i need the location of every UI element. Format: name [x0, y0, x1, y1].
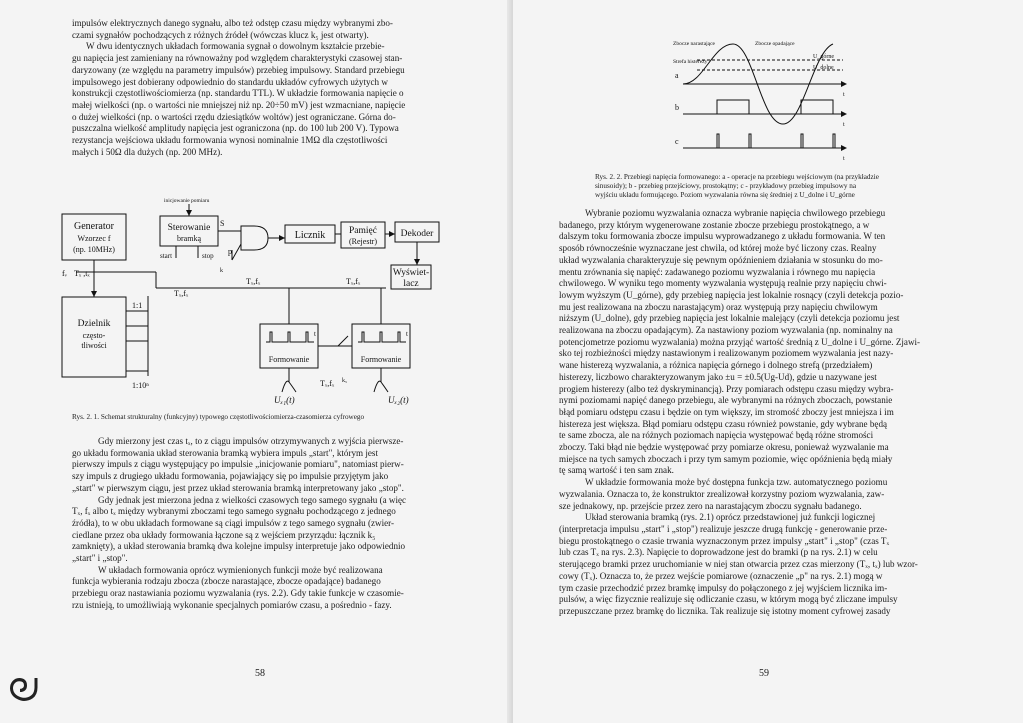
text-line: daryzowany (ze względu na parametry impulsów) przebieg impulsowy. Standard przebiegu [72, 64, 405, 75]
text-line: Tₓ, fₓ albo tₓ między wybranymi zboczami tego samego sygnału pochodzącego z jednego [72, 506, 396, 517]
label-a: a [675, 71, 679, 80]
tx-fx-label: Tₓ,fₓ [320, 379, 335, 388]
text-line: pierwszy impuls z ciągu występujący po impulsie „inicjowanie pomiaru", natomiast pierw- [72, 459, 404, 470]
text-line: ciedlane przez oba układy formowania łączone są z wejściem przyrządu: łącznik k₅ [72, 529, 376, 540]
generator-label: (np. 10MHz) [73, 245, 115, 254]
text-line: impulsów elektrycznych danego sygnału, albo też odstęp czasu między wybranymi zbo- [72, 18, 393, 28]
t-label-b: t [843, 122, 845, 128]
block-diagram-figure [56, 196, 442, 406]
pamiec-label: Pamięć [349, 226, 377, 236]
paragraph-poziom-wyzwalania [559, 208, 945, 477]
text-line: histerezy, liczbowo charakteryzowanym jako ±u = ±0.5(Ug-Ud), gdzie u nazywane jest [559, 371, 877, 382]
label-b: b [675, 103, 679, 112]
paragraph-funkcje [72, 565, 436, 612]
paragraph-sterowanie-bramka [559, 512, 945, 617]
text-line: chwilowego. W wyniku tego momenty wyzwalania występują realnie przy napięciu chwi- [559, 278, 887, 289]
figure-2-1-caption: Rys. 2. 1. Schemat strukturalny (funkcyjny) typowego częstotliwościomierza-czasomierza cyfrowego [72, 413, 365, 421]
intro-paragraph [72, 18, 436, 41]
dzielnik-label: często- [82, 331, 106, 340]
text-line: błąd pomiaru odstępu czasu i będzie on tym większy, im stromość zboczy jest mniejsza i im [559, 406, 894, 417]
text-line: badanego, przy którym wygenerowane zostanie zbocze przebiegu prostokątnego, a w [559, 219, 870, 230]
text-line: biegu prostokątnego o czasie trwania wyznaczonym przez impulsy „start" i „stop" (czas Tₓ [559, 535, 890, 546]
text-line: sterującego bramki przez uruchomianie w niej stan otwarcia przez czas mierzony (Tₓ, tₓ) lub wzor- [559, 559, 918, 570]
text-line: o dużej wielkości (np. o wartości rzędu dziesiątków woltów) jest ograniczane. Górna do- [72, 111, 396, 122]
left-page [0, 0, 511, 723]
text-line: „start" i „stop". [72, 553, 128, 564]
tx-fx-label: Tₓ,fₓ [246, 277, 261, 286]
text-line: małych i 50Ω dla dużych (np. 200 MHz). [72, 146, 223, 157]
text-line: szy impuls z drugiego układu formowania, pojawiający się po impulsie przyjętym jako [72, 471, 389, 482]
zbocze-narastajace-label: Zbocze narastające [673, 41, 715, 47]
text-line: mu jest realizowana na zboczu narastającym) oraz występują przy napięciu chwilowym [559, 301, 878, 312]
waveform-figure [673, 38, 853, 162]
t-label-c: t [843, 156, 845, 162]
text-line: miejsce na tych samych zboczach i przy tym samym poziomie, więc opóźnienia będą miały [559, 453, 893, 464]
text-line: (interpretacja impulsu „start" i „stop") realizuje jeszcze drugą funkcję - generowanie prze- [559, 523, 888, 534]
dzielnik-label: tliwości [81, 341, 107, 350]
k-label: k [220, 268, 223, 274]
right-page [512, 0, 1023, 723]
zbocze-opadajace-label: Zbocze opadające [755, 41, 795, 47]
text-line: rzu istnieją, to umożliwiają wykonanie specjalnych pomiarów czasu, a pośrednio - fazy. [72, 599, 392, 610]
text-line: progiem histerezy (albo też dyskryminancją). Przy pomiarach odstępu czasu między wybra- [559, 383, 894, 394]
text-line: W układach formowania oprócz wymienionych funkcji może być realizowana [98, 564, 383, 575]
ux2-label: Uₓ₂(t) [388, 395, 409, 405]
paragraph-jeden-sygnal [72, 495, 436, 565]
text-line: dalszym toku formowania zbocze impulsu wyprowadzanego z układu formowania. W ten [559, 231, 886, 242]
text-line: realizowana na zboczu opadającym). Za nastawiony poziom wyzwalania (np. nominalny na [559, 325, 893, 336]
left-text-bottom [72, 436, 436, 612]
text-line: wane histerezą wyzwalania, a różnica napięcia górnego i dolnego strefą (przedziałem) [559, 360, 873, 371]
text-line: sze jednakowy, np. przejście przez zero na narastającym zboczu sygnału badanego. [559, 500, 862, 511]
text-line: lub czas Tₓ na rys. 2.3). Napięcie to doprowadzone jest do bramki (p na rys. 2.1) w celu [559, 547, 878, 558]
text-line: małej wielkości (np. o wartości nie mniejszej niż np. 20÷50 mV) jest wzmacniane, napięcie [72, 99, 406, 110]
u-dolne-label: U_dolne [813, 65, 834, 71]
text-line: tym czasie przechodzić przez bramkę impulsy do połączonego z jej wyjściem licznika im- [559, 582, 888, 593]
text-line: konstrukcji częstotliwościomierza (np. standardu TTL). W układzie formowania napięcie o [72, 88, 404, 99]
fw-label: fᵥ [62, 269, 68, 278]
text-line: mentu zrównania się napięć: zadawanego poziomu wyzwalania i równego mu napięcia [559, 266, 876, 277]
text-line: tę samą wartość i ten sam znak. [559, 465, 674, 476]
dekoder-label: Dekoder [400, 229, 434, 239]
text-line: go układu formowania układ sterowania bramką wybiera impuls „start", którym jest [72, 447, 378, 458]
left-text-top [72, 18, 436, 158]
p-label: p [228, 247, 232, 256]
tx-label: Tₓ ,tₓ [74, 269, 90, 278]
caption-line: sinusoidy); b - przebieg przejściowy, prostokątny; c - przykładowy przebieg impulsowy na [595, 182, 857, 190]
text-line: przebiegu oraz nastawiania poziomu wyzwalania (rys. 2.2). Gdy takie funkcje w czasomie- [72, 588, 404, 599]
text-line: cowy (Tₓ). Oznacza to, że przez wejście pomiarowe (oznaczenie „p" na rys. 2.1) mogą w [559, 570, 883, 581]
wyswietlacz-label: lacz [403, 279, 419, 289]
and-gate [241, 226, 268, 250]
text-line: czami sygnałów pochodzących z różnych źródeł (wówczas klucz k₅ jest otwarty). [72, 29, 369, 40]
generator-label: Wzorzec f [77, 234, 111, 243]
text-line: impulsowego jest dobierany odpowiednio do standardu układów cyfrowych użytych w [72, 76, 388, 87]
text-line: Gdy mierzony jest czas tₓ, to z ciągu impulsów otrzymywanych z wyjścia pierwsze- [98, 436, 404, 446]
text-line: lowym wyższym (U_górne), gdy przebieg napięcia jest lokalnie rosnący (czyli detekcja pozio- [559, 289, 904, 300]
generator-label: Generator [74, 221, 114, 232]
s-label: S [220, 219, 225, 228]
formowanie-label-1: Formowanie [268, 355, 310, 364]
t-label: t [314, 330, 316, 338]
text-line: zamknięty), a układ sterowania bramką dwa kolejne impulsy interpretuje jako odpowiednio [72, 541, 406, 552]
text-line: zboczy. Taki błąd nie będzie występować przy pomiarze okresu, ponieważ wyzwalanie ma [559, 442, 889, 453]
text-line: Układ sterowania bramką (rys. 2.1) oprócz przedstawionej już funkcji logicznej [585, 512, 876, 523]
text-line: Gdy jednak jest mierzona jedna z wielkości czasowych tego samego sygnału (a więc [98, 494, 407, 505]
text-line: pulsów, a więc fizycznie realizuje się odliczanie czasu, w którym mogą być zliczane impulsy [559, 594, 898, 605]
text-line: gu napięcia jest zamieniany na równoważny pod względem charakterystyki czasowej stan- [72, 53, 403, 64]
k5-label: k₅ [342, 378, 348, 384]
start-label: start [160, 252, 173, 260]
sterowanie-label: Sterowanie [167, 223, 211, 233]
text-line: te same zbocza, ale na różnych poziomach napięcia występować będą różne stromości [559, 430, 874, 441]
paragraph-formowanie [72, 41, 436, 158]
text-line: rezystancja wejściowa układu formowania wynosi nominalnie 1MΩ dla częstotliwości [72, 135, 388, 146]
text-line: funkcja wybierania rodzaju zbocza (zbocze narastające, zbocze opadające) badanego [72, 576, 381, 587]
text-line: W dwu identycznych układach formowania sygnał o dowolnym kształcie przebie- [86, 41, 385, 52]
text-line: „start" w pierwszym ciągu, jest przez układ sterowania bramką interpretowany jako „stop". [72, 482, 404, 493]
text-line: W układzie formowania może być dostępna funkcja tzw. automatycznego poziomu [585, 477, 888, 488]
text-line: wyzwalania. Oznacza to, że konstruktor zrealizował korzystny poziom wyzwalania, zaw- [559, 488, 885, 499]
text-line: sposób równocześnie wyznaczane jest chwila, od której może być liczony czas. Realny [559, 243, 877, 254]
text-line: potencjometrze poziomu wyzwalania) można przyjąć wartość średnią z U_dolne i U_górne. Zjawi- [559, 336, 921, 347]
figure-2-2-caption [595, 173, 967, 200]
caption-line: Rys. 2. 2. Przebiegi napięcia formowanego: a - operacje na przebiegu wejściowym (na przykładzie [595, 173, 879, 181]
text-line: puszczalna wielkość amplitudy napięcia jest ograniczona (np. do 100 lub 200 V). Typowa [72, 123, 399, 134]
label-inicjowanie: inicjowanie pomiaru [164, 198, 210, 204]
pulse-wave [683, 134, 845, 148]
page-number-left: 58 [255, 668, 265, 679]
wyswietlacz-label: Wyświet- [392, 268, 430, 278]
t-label: t [406, 330, 408, 338]
licznik-label: Licznik [294, 230, 326, 241]
paragraph-pomiar-czasu [72, 436, 436, 495]
text-line: sko tej rozbieżności między nastawionym i realizowanym poziomem wyzwalania jest nazy- [559, 348, 894, 359]
handwritten-mark: ᘐ [0, 676, 43, 703]
stop-label: stop [202, 252, 214, 260]
label-c: c [675, 137, 679, 146]
ratio-1-1: 1:1 [132, 301, 143, 310]
text-line: źródła), to w obu układach formowane są ciągi impulsów z tego samego sygnału (zwier- [72, 517, 395, 528]
text-line: niższym (U_dolne), gdy przebieg napięcia jest lokalnie malejący (czyli detekcja poziomu jest [559, 313, 900, 324]
page-number-right: 59 [759, 668, 769, 679]
tx-fx-label: Tₓ,fₓ [174, 289, 189, 298]
text-line: histereza jest większa. Błąd pomiaru odstępu czasu również powstanie, gdy wybrane będą [559, 418, 888, 429]
text-line: nymi poziomami napięć danego przebiegu, ale wybranymi na różnych zboczach, powstanie [559, 395, 893, 406]
text-line: Wybranie poziomu wyzwalania oznacza wybranie napięcia chwilowego przebiegu [585, 208, 886, 218]
paragraph-automatyczny-poziom [559, 477, 945, 512]
formowanie-label-2: Formowanie [360, 355, 402, 364]
dzielnik-label: Dzielnik [77, 319, 111, 329]
ratio-1-10n: 1:10ⁿ [132, 381, 149, 390]
pamiec-label: (Rejestr) [349, 237, 377, 246]
sterowanie-label: bramką [177, 234, 201, 243]
strefa-histerezy-label: Strefa histerezy [673, 59, 708, 65]
u-gorne-label: U_górne [813, 54, 834, 60]
caption-line: wyjściu układu formującego. Poziom wyzwalania równa się średniej z U_dolne i U_górne [595, 191, 855, 199]
text-line: przepuszczane przez bramkę do licznika. Tak realizuje się istotny moment cyfrowej zasady [559, 605, 891, 616]
right-text [559, 208, 945, 618]
ux1-label: Uₓ₁(t) [274, 395, 295, 405]
text-line: układ wyzwalania charakteryzuje się pewnym opóźnieniem działania w stosunku do mo- [559, 254, 883, 265]
tx-fx-label: Tₓ,fₓ [346, 277, 361, 286]
t-label-a: t [843, 92, 845, 98]
